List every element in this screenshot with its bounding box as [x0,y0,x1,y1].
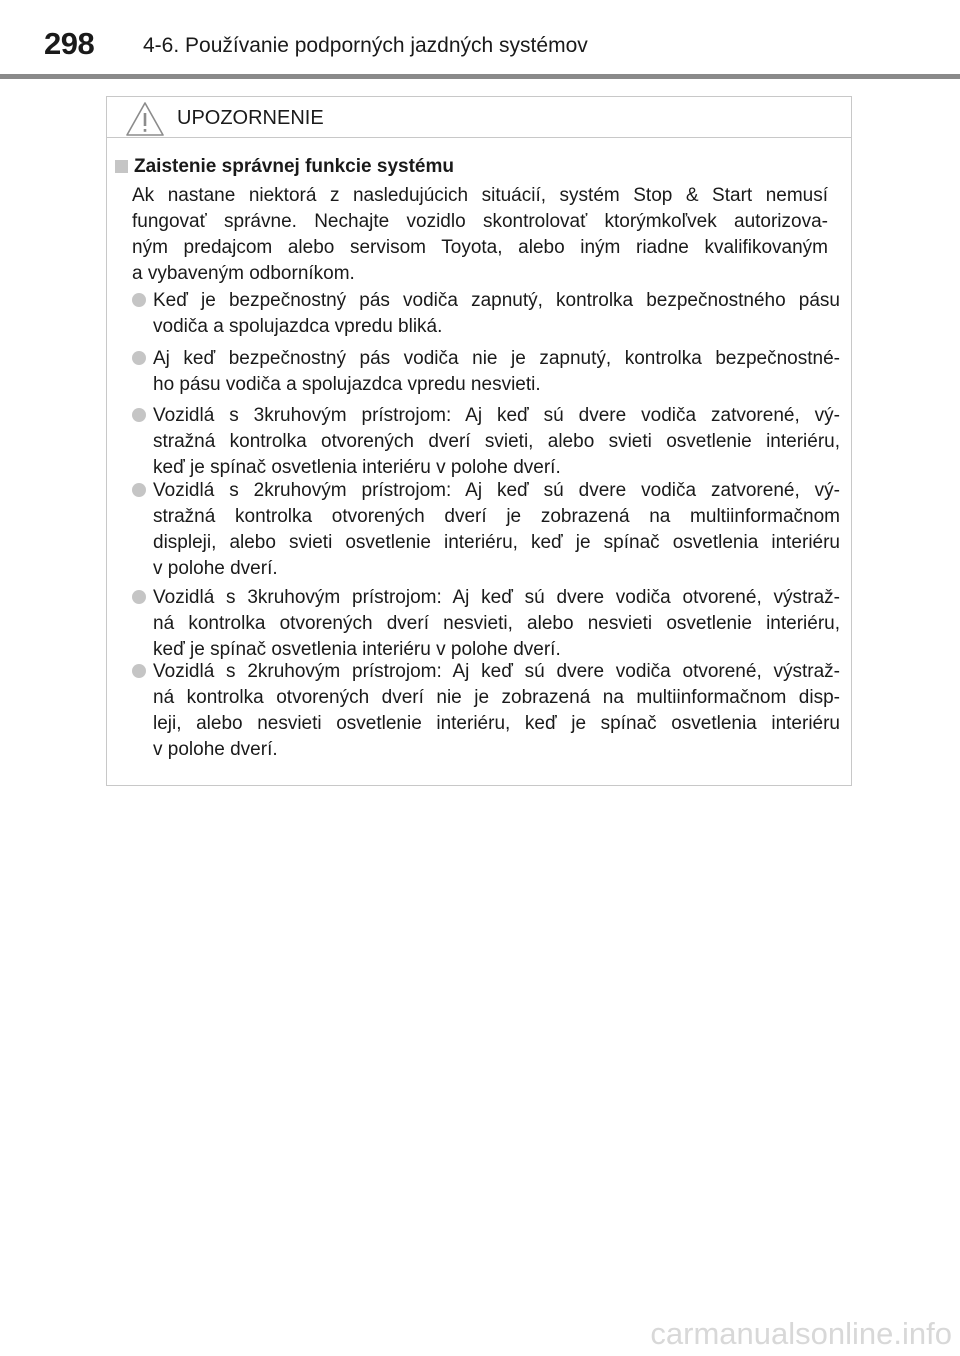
list-item-text [153,346,840,398]
list-item-text [153,403,840,481]
intro-paragraph [132,183,828,287]
intro-line: Ak nastane niektorá z nasledujúcich situácií, systém Stop & Start nemusí [132,185,828,206]
list-item-line: Aj keď bezpečnostný pás vodiča nie je zapnutý, kontrolka bezpečnostné- [153,348,840,369]
list-item-text [153,585,840,663]
list-item-line: ná kontrolka otvorených dverí nie je zobrazená na multiinformačnom disp- [153,687,840,708]
round-bullet-icon [132,483,146,497]
warning-triangle-icon [125,101,165,137]
round-bullet-icon [132,664,146,678]
list-item-line: Vozidlá s 3kruhovým prístrojom: Aj keď sú dvere vodiča zatvorené, vý- [153,405,840,426]
watermark: carmanualsonline.info [650,1316,952,1351]
list-item-line: Vozidlá s 2kruhovým prístrojom: Aj keď sú dvere vodiča zatvorené, vý- [153,480,840,501]
round-bullet-icon [132,590,146,604]
list-item-line: stražná kontrolka otvorených dverí svieti, alebo svieti osvetlenie interiéru, [153,431,840,452]
list-item-line: Vozidlá s 3kruhovým prístrojom: Aj keď sú dvere vodiča otvorené, výstraž- [153,587,840,608]
intro-line: a vybaveným odborníkom. [132,263,355,284]
list-item-text [153,288,840,340]
intro-line: ným predajcom alebo servisom Toyota, alebo iným riadne kvalifikovaným [132,237,828,258]
header-rule [0,74,960,79]
list-item-line: keď je spínač osvetlenia interiéru v polohe dverí. [153,457,561,478]
list-item-line: ná kontrolka otvorených dverí nesvieti, alebo nesvieti osvetlenie interiéru, [153,613,840,634]
list-item-line: Vozidlá s 2kruhovým prístrojom: Aj keď sú dvere vodiča otvorené, výstraž- [153,661,840,682]
list-item-line: vodiča a spolujazdca vpredu bliká. [153,316,443,337]
page-number: 298 [44,26,95,61]
list-item-line: Keď je bezpečnostný pás vodiča zapnutý, kontrolka bezpečnostného pásu [153,290,840,311]
list-item-line: v polohe dverí. [153,558,278,579]
page-header [0,0,960,80]
round-bullet-icon [132,351,146,365]
list-item-line: ho pásu vodiča a spolujazdca vpredu nesvieti. [153,374,541,395]
list-item-text [153,659,840,763]
list-item-text [153,478,840,582]
list-item-line: v polohe dverí. [153,739,278,760]
subsection-title: Zaistenie správnej funkcie systému [134,156,454,177]
intro-line: fungovať správne. Nechajte vozidlo skontrolovať ktorýmkoľvek autorizova- [132,211,828,232]
list-item-line: leji, alebo nesvieti osvetlenie interiéru, keď je spínač osvetlenia interiéru [153,713,840,734]
square-bullet-icon [115,160,128,173]
list-item-line: keď je spínač osvetlenia interiéru v polohe dverí. [153,639,561,660]
section-title: 4-6. Používanie podporných jazdných systémov [143,34,588,57]
warning-label: UPOZORNENIE [177,107,324,129]
list-item-line: stražná kontrolka otvorených dverí je zobrazená na multiinformačnom [153,506,840,527]
round-bullet-icon [132,293,146,307]
round-bullet-icon [132,408,146,422]
list-item-line: displeji, alebo svieti osvetlenie interiéru, keď je spínač osvetlenia interiéru [153,532,840,553]
warning-header [107,97,851,138]
